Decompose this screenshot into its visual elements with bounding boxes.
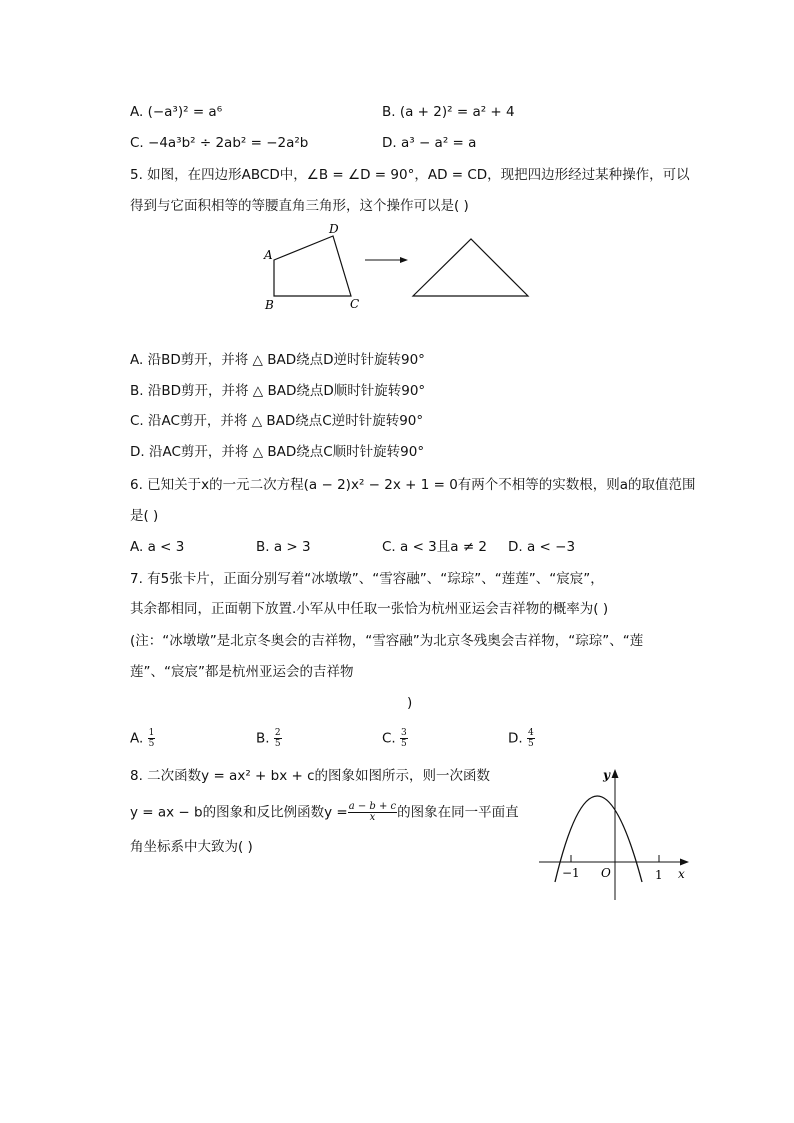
q7-note-close-paren: ) — [407, 695, 413, 711]
label-d: D — [329, 222, 339, 236]
q7-stem-line1: 7. 有5张卡片，正面分别写着“冰墩墩”、“雪容融”、“琮琮”、“莲莲”、“宸宸”， — [130, 571, 604, 587]
q4-option-c: C. −4a³b² ÷ 2ab² = −2a²b — [130, 135, 309, 151]
q5-option-c: C. 沿AC剪开，并将 △ BAD绕点C逆时针旋转90° — [130, 413, 424, 429]
fraction: $\frac{4}{5}$ — [527, 728, 534, 749]
tick-label-1: 1 — [655, 868, 663, 882]
q7-option-a: A. $\frac{1}{5}$ — [130, 728, 155, 749]
y-axis-arrow — [612, 769, 619, 778]
label-c: C — [350, 297, 360, 311]
inverse-fraction: $\frac{a - b + c}{x}$ — [348, 801, 397, 823]
x-axis-label: x — [678, 867, 685, 881]
label-b: B — [265, 298, 274, 312]
q5-option-a: A. 沿BD剪开，并将 △ BAD绕点D逆时针旋转90° — [130, 352, 425, 368]
q7-option-c: C. $\frac{3}{5}$ — [382, 728, 407, 749]
q8-stem-line2: y = ax − b的图象和反比例函数y = $\frac{a - b + c}{x}$ 的图象在同一平面直 — [130, 801, 519, 823]
x-axis-arrow — [680, 859, 689, 866]
fraction: $\frac{2}{5}$ — [274, 728, 281, 749]
q6-option-c: C. a < 3且a ≠ 2 — [382, 539, 488, 555]
q6-option-d: D. a < −3 — [508, 539, 576, 555]
q7-option-b: B. $\frac{2}{5}$ — [256, 728, 281, 749]
q6-option-a: A. a < 3 — [130, 539, 185, 555]
q4-option-d: D. a³ − a² = a — [382, 135, 477, 151]
quadrilateral-abcd — [274, 236, 351, 296]
isosceles-right-triangle — [413, 239, 528, 296]
q6-stem-line2: 是( ) — [130, 508, 159, 524]
q5-option-d: D. 沿AC剪开，并将 △ BAD绕点C顺时针旋转90° — [130, 444, 425, 460]
q4-option-b: B. (a + 2)² = a² + 4 — [382, 104, 515, 120]
q7-note-line2: 莲”、“宸宸”都是杭州亚运会的吉祥物 — [130, 664, 354, 680]
q8-stem-line3: 角坐标系中大致为( ) — [130, 839, 253, 855]
q7-option-d: D. $\frac{4}{5}$ — [508, 728, 534, 749]
q5-stem-line2: 得到与它面积相等的等腰直角三角形，这个操作可以是( ) — [130, 198, 469, 214]
label-a: A — [264, 248, 273, 262]
q5-figure — [255, 218, 545, 318]
q6-stem-line1: 6. 已知关于x的一元二次方程(a − 2)x² − 2x + 1 = 0有两个不相等的实数根，则a的取值范围 — [130, 477, 696, 493]
origin-label: O — [601, 866, 611, 880]
q6-option-b: B. a > 3 — [256, 539, 311, 555]
q8-stem-line1: 8. 二次函数y = ax² + bx + c的图象如图所示，则一次函数 — [130, 768, 490, 784]
fraction: $\frac{3}{5}$ — [401, 728, 407, 749]
arrow-head — [400, 257, 408, 263]
q5-option-b: B. 沿BD剪开，并将 △ BAD绕点D顺时针旋转90° — [130, 383, 426, 399]
q4-option-a: A. (−a³)² = a⁶ — [130, 104, 223, 120]
q5-stem-line1: 5. 如图，在四边形ABCD中，∠B = ∠D = 90°，AD = CD，现把四边形经过某种操作，可以 — [130, 167, 690, 183]
q8-parabola-graph — [535, 762, 695, 902]
fraction: $\frac{1}{5}$ — [148, 728, 155, 749]
q7-stem-line2: 其余都相同，正面朝下放置.小军从中任取一张恰为杭州亚运会吉祥物的概率为( ) — [130, 601, 609, 617]
tick-label-neg1: −1 — [562, 866, 580, 880]
q7-note-line1: (注：“冰墩墩”是北京冬奥会的吉祥物，“雪容融”为北京冬残奥会吉祥物，“琮琮”、“莲 — [130, 633, 644, 649]
y-axis-label: y — [603, 768, 610, 782]
